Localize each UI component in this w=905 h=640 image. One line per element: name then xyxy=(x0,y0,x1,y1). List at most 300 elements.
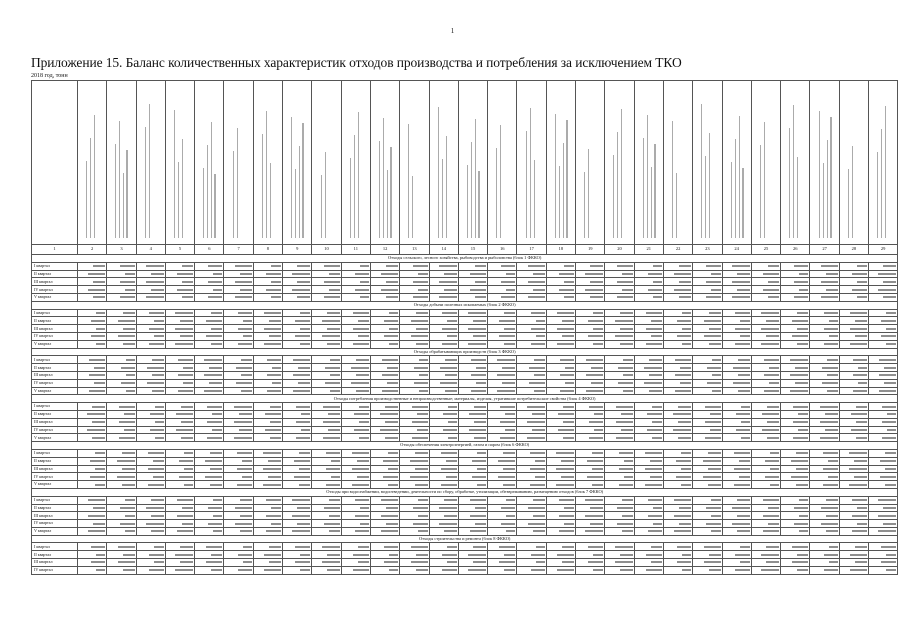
illegible-value-placeholder xyxy=(529,382,545,384)
illegible-value-placeholder xyxy=(472,476,486,478)
illegible-value-placeholder xyxy=(850,569,867,571)
illegible-value-placeholder xyxy=(296,406,310,408)
illegible-value-placeholder xyxy=(829,561,838,563)
illegible-value-placeholder xyxy=(617,507,633,509)
illegible-value-placeholder xyxy=(213,273,222,275)
illegible-value-placeholder xyxy=(95,484,105,486)
row-quarter-label: II квартал xyxy=(32,317,78,325)
illegible-value-placeholder xyxy=(533,515,545,517)
illegible-value-placeholder xyxy=(94,367,105,369)
illegible-value-placeholder xyxy=(679,507,691,509)
table-cell xyxy=(663,309,692,317)
illegible-value-placeholder xyxy=(506,530,515,532)
rotated-header-text-placeholder xyxy=(496,98,508,238)
illegible-value-placeholder xyxy=(292,499,310,501)
illegible-value-placeholder xyxy=(148,468,164,470)
illegible-value-placeholder xyxy=(645,484,662,486)
illegible-value-placeholder xyxy=(735,569,750,571)
illegible-value-placeholder xyxy=(410,476,428,478)
table-cell xyxy=(312,551,341,559)
table-cell xyxy=(107,371,136,379)
illegible-value-placeholder xyxy=(382,374,398,376)
table-row xyxy=(32,527,898,535)
illegible-value-placeholder xyxy=(324,507,340,509)
illegible-value-placeholder xyxy=(446,460,457,462)
illegible-value-placeholder xyxy=(327,343,340,345)
table-cell xyxy=(341,325,370,333)
table-cell xyxy=(107,512,136,520)
table-cell xyxy=(312,418,341,426)
illegible-value-placeholder xyxy=(242,460,252,462)
table-cell xyxy=(781,566,810,574)
row-quarter-label: V квартал xyxy=(32,481,78,489)
table-cell xyxy=(693,340,722,348)
table-cell xyxy=(722,504,751,512)
table-cell xyxy=(576,387,605,395)
table-cell xyxy=(341,457,370,465)
illegible-value-placeholder xyxy=(292,515,310,517)
illegible-value-placeholder xyxy=(87,429,105,431)
table-cell xyxy=(429,325,458,333)
illegible-value-placeholder xyxy=(442,328,457,330)
table-cell xyxy=(693,418,722,426)
table-cell xyxy=(429,410,458,418)
table-cell xyxy=(605,332,634,340)
column-header-3 xyxy=(107,81,136,245)
table-cell xyxy=(370,278,399,286)
table-cell xyxy=(283,278,312,286)
illegible-value-placeholder xyxy=(824,312,838,314)
illegible-value-placeholder xyxy=(855,546,867,548)
illegible-value-placeholder xyxy=(355,289,369,291)
table-cell xyxy=(517,418,546,426)
illegible-value-placeholder xyxy=(651,546,662,548)
illegible-value-placeholder xyxy=(416,312,428,314)
illegible-value-placeholder xyxy=(563,437,574,439)
table-cell xyxy=(341,527,370,535)
table-cell xyxy=(693,286,722,294)
illegible-value-placeholder xyxy=(824,554,838,556)
illegible-value-placeholder xyxy=(146,281,164,283)
column-number-cell: 8 xyxy=(253,245,282,255)
illegible-value-placeholder xyxy=(858,382,867,384)
illegible-value-placeholder xyxy=(352,468,369,470)
row-quarter-label: I квартал xyxy=(32,449,78,457)
illegible-value-placeholder xyxy=(299,452,310,454)
table-cell xyxy=(400,473,429,481)
illegible-value-placeholder xyxy=(653,507,662,509)
table-cell xyxy=(283,356,312,364)
table-cell xyxy=(722,426,751,434)
table-cell xyxy=(224,559,253,567)
table-cell xyxy=(488,332,517,340)
table-cell xyxy=(165,543,194,551)
table-cell xyxy=(576,434,605,442)
table-cell xyxy=(663,270,692,278)
table-row xyxy=(32,317,898,325)
table-cell xyxy=(341,559,370,567)
illegible-value-placeholder xyxy=(562,546,574,548)
illegible-value-placeholder xyxy=(798,413,808,415)
illegible-value-placeholder xyxy=(180,320,193,322)
illegible-value-placeholder xyxy=(624,460,633,462)
illegible-value-placeholder xyxy=(118,546,135,548)
table-cell xyxy=(136,520,165,528)
illegible-value-placeholder xyxy=(706,265,721,267)
illegible-value-placeholder xyxy=(820,421,838,423)
illegible-value-placeholder xyxy=(528,507,545,509)
section-header-row xyxy=(32,255,898,263)
table-cell xyxy=(341,512,370,520)
illegible-value-placeholder xyxy=(616,421,633,423)
illegible-value-placeholder xyxy=(356,374,369,376)
illegible-value-placeholder xyxy=(120,265,135,267)
table-cell xyxy=(165,457,194,465)
column-number-cell: 7 xyxy=(224,245,253,255)
illegible-value-placeholder xyxy=(737,499,750,501)
column-header-27 xyxy=(810,81,839,245)
illegible-value-placeholder xyxy=(761,343,779,345)
illegible-value-placeholder xyxy=(651,561,662,563)
illegible-value-placeholder xyxy=(622,515,633,517)
table-cell xyxy=(781,543,810,551)
table-cell xyxy=(634,410,663,418)
illegible-value-placeholder xyxy=(793,421,808,423)
illegible-value-placeholder xyxy=(790,359,808,361)
table-cell xyxy=(136,434,165,442)
table-cell xyxy=(224,520,253,528)
table-cell xyxy=(869,356,898,364)
illegible-value-placeholder xyxy=(471,374,486,376)
rotated-header-text-placeholder xyxy=(877,98,889,238)
illegible-value-placeholder xyxy=(855,561,867,563)
illegible-value-placeholder xyxy=(235,296,252,298)
table-cell xyxy=(312,465,341,473)
table-cell xyxy=(517,262,546,270)
table-cell xyxy=(517,270,546,278)
illegible-value-placeholder xyxy=(797,554,808,556)
table-cell xyxy=(283,364,312,372)
table-cell xyxy=(224,293,253,301)
illegible-value-placeholder xyxy=(828,476,838,478)
illegible-value-placeholder xyxy=(269,335,281,337)
table-cell xyxy=(458,410,487,418)
column-number-cell: 25 xyxy=(751,245,780,255)
illegible-value-placeholder xyxy=(146,265,164,267)
illegible-value-placeholder xyxy=(328,429,340,431)
table-cell xyxy=(341,364,370,372)
table-cell xyxy=(136,286,165,294)
table-cell xyxy=(458,332,487,340)
table-cell xyxy=(283,559,312,567)
table-cell xyxy=(576,286,605,294)
illegible-value-placeholder xyxy=(417,429,428,431)
table-cell xyxy=(429,293,458,301)
table-cell xyxy=(634,473,663,481)
illegible-value-placeholder xyxy=(88,499,105,501)
illegible-value-placeholder xyxy=(270,421,281,423)
illegible-value-placeholder xyxy=(884,382,896,384)
table-cell xyxy=(663,520,692,528)
illegible-value-placeholder xyxy=(740,335,750,337)
table-cell xyxy=(693,262,722,270)
table-cell xyxy=(751,551,780,559)
table-cell xyxy=(693,512,722,520)
illegible-value-placeholder xyxy=(322,546,340,548)
table-row xyxy=(32,371,898,379)
rotated-header-text-placeholder xyxy=(174,98,186,238)
table-cell xyxy=(722,340,751,348)
illegible-value-placeholder xyxy=(829,546,838,548)
table-cell xyxy=(400,286,429,294)
illegible-value-placeholder xyxy=(238,328,252,330)
table-cell xyxy=(693,410,722,418)
table-body xyxy=(32,255,898,575)
table-cell xyxy=(312,434,341,442)
illegible-value-placeholder xyxy=(827,359,838,361)
table-cell xyxy=(400,551,429,559)
illegible-value-placeholder xyxy=(712,390,721,392)
illegible-value-placeholder xyxy=(474,406,486,408)
illegible-value-placeholder xyxy=(155,437,164,439)
illegible-value-placeholder xyxy=(210,468,222,470)
illegible-value-placeholder xyxy=(559,499,574,501)
table-cell xyxy=(136,481,165,489)
illegible-value-placeholder xyxy=(617,265,633,267)
table-cell xyxy=(429,512,458,520)
illegible-value-placeholder xyxy=(853,359,867,361)
illegible-value-placeholder xyxy=(125,530,135,532)
table-cell xyxy=(78,340,107,348)
table-cell xyxy=(605,410,634,418)
table-cell xyxy=(839,293,868,301)
illegible-value-placeholder xyxy=(146,523,164,525)
table-cell xyxy=(283,371,312,379)
table-cell xyxy=(576,551,605,559)
illegible-value-placeholder xyxy=(380,413,398,415)
illegible-value-placeholder xyxy=(239,413,252,415)
illegible-value-placeholder xyxy=(530,452,545,454)
table-cell xyxy=(165,286,194,294)
illegible-value-placeholder xyxy=(682,569,691,571)
illegible-value-placeholder xyxy=(92,421,105,423)
table-cell xyxy=(517,512,546,520)
table-cell xyxy=(78,434,107,442)
table-cell xyxy=(458,473,487,481)
illegible-value-placeholder xyxy=(265,429,281,431)
table-cell xyxy=(429,270,458,278)
illegible-value-placeholder xyxy=(497,390,515,392)
illegible-value-placeholder xyxy=(527,421,545,423)
table-cell xyxy=(136,364,165,372)
illegible-value-placeholder xyxy=(269,561,281,563)
table-cell xyxy=(576,426,605,434)
illegible-value-placeholder xyxy=(416,554,428,556)
illegible-value-placeholder xyxy=(441,468,457,470)
illegible-value-placeholder xyxy=(794,523,808,525)
table-cell xyxy=(195,465,224,473)
illegible-value-placeholder xyxy=(531,328,545,330)
illegible-value-placeholder xyxy=(675,390,691,392)
illegible-value-placeholder xyxy=(857,523,867,525)
illegible-value-placeholder xyxy=(323,421,340,423)
illegible-value-placeholder xyxy=(620,312,633,314)
table-cell xyxy=(341,403,370,411)
table-cell xyxy=(283,410,312,418)
table-cell xyxy=(429,262,458,270)
table-cell xyxy=(781,325,810,333)
table-cell xyxy=(546,403,575,411)
illegible-value-placeholder xyxy=(352,452,369,454)
illegible-value-placeholder xyxy=(293,374,310,376)
illegible-value-placeholder xyxy=(796,484,808,486)
table-cell xyxy=(576,465,605,473)
table-cell xyxy=(107,410,136,418)
table-cell xyxy=(517,434,546,442)
illegible-value-placeholder xyxy=(505,413,515,415)
table-cell xyxy=(605,317,634,325)
illegible-value-placeholder xyxy=(851,413,867,415)
illegible-value-placeholder xyxy=(271,265,281,267)
table-cell xyxy=(78,473,107,481)
illegible-value-placeholder xyxy=(267,359,281,361)
illegible-value-placeholder xyxy=(562,561,574,563)
illegible-value-placeholder xyxy=(826,273,838,275)
illegible-value-placeholder xyxy=(564,265,574,267)
illegible-value-placeholder xyxy=(297,265,310,267)
table-cell xyxy=(400,356,429,364)
table-cell xyxy=(546,325,575,333)
illegible-value-placeholder xyxy=(476,367,486,369)
illegible-value-placeholder xyxy=(853,374,867,376)
illegible-value-placeholder xyxy=(209,382,222,384)
table-cell xyxy=(693,481,722,489)
table-cell xyxy=(488,356,517,364)
table-cell xyxy=(751,286,780,294)
illegible-value-placeholder xyxy=(735,312,750,314)
illegible-value-placeholder xyxy=(883,507,896,509)
table-cell xyxy=(693,496,722,504)
illegible-value-placeholder xyxy=(592,452,603,454)
section-header-row xyxy=(32,301,898,309)
illegible-value-placeholder xyxy=(653,281,662,283)
table-cell xyxy=(576,356,605,364)
table-cell xyxy=(663,286,692,294)
illegible-value-placeholder xyxy=(326,468,340,470)
illegible-value-placeholder xyxy=(413,296,428,298)
illegible-value-placeholder xyxy=(411,546,428,548)
illegible-value-placeholder xyxy=(534,359,545,361)
table-cell xyxy=(605,270,634,278)
table-cell xyxy=(312,481,341,489)
illegible-value-placeholder xyxy=(645,452,662,454)
table-cell xyxy=(283,379,312,387)
illegible-value-placeholder xyxy=(446,476,457,478)
illegible-value-placeholder xyxy=(852,499,867,501)
table-cell xyxy=(517,481,546,489)
table-cell xyxy=(400,410,429,418)
table-cell xyxy=(634,512,663,520)
illegible-value-placeholder xyxy=(175,554,193,556)
illegible-value-placeholder xyxy=(443,429,457,431)
illegible-value-placeholder xyxy=(237,484,252,486)
table-cell xyxy=(312,457,341,465)
table-cell xyxy=(78,332,107,340)
illegible-value-placeholder xyxy=(593,343,603,345)
illegible-value-placeholder xyxy=(238,312,252,314)
table-cell xyxy=(693,332,722,340)
table-cell xyxy=(810,551,839,559)
table-cell xyxy=(488,364,517,372)
illegible-value-placeholder xyxy=(646,312,662,314)
table-cell xyxy=(751,325,780,333)
illegible-value-placeholder xyxy=(329,530,340,532)
table-cell xyxy=(605,309,634,317)
table-cell xyxy=(253,520,282,528)
illegible-value-placeholder xyxy=(120,281,135,283)
table-cell xyxy=(605,403,634,411)
illegible-value-placeholder xyxy=(621,429,633,431)
table-cell xyxy=(253,278,282,286)
illegible-value-placeholder xyxy=(445,359,457,361)
illegible-value-placeholder xyxy=(823,468,838,470)
table-cell xyxy=(810,418,839,426)
table-cell xyxy=(488,325,517,333)
table-cell xyxy=(107,418,136,426)
illegible-value-placeholder xyxy=(709,328,721,330)
illegible-value-placeholder xyxy=(501,265,515,267)
table-cell xyxy=(546,410,575,418)
illegible-value-placeholder xyxy=(382,359,398,361)
table-cell xyxy=(781,309,810,317)
table-cell xyxy=(78,270,107,278)
table-cell xyxy=(165,527,194,535)
table-cell xyxy=(224,426,253,434)
illegible-value-placeholder xyxy=(264,343,281,345)
table-cell xyxy=(370,527,399,535)
illegible-value-placeholder xyxy=(445,374,457,376)
illegible-value-placeholder xyxy=(384,320,398,322)
illegible-value-placeholder xyxy=(585,530,603,532)
illegible-value-placeholder xyxy=(327,312,340,314)
table-row xyxy=(32,559,898,567)
table-cell xyxy=(869,270,898,278)
table-cell xyxy=(136,332,165,340)
illegible-value-placeholder xyxy=(389,312,398,314)
table-cell xyxy=(634,465,663,473)
table-row xyxy=(32,418,898,426)
table-cell xyxy=(195,551,224,559)
illegible-value-placeholder xyxy=(88,289,105,291)
illegible-value-placeholder xyxy=(680,367,691,369)
table-cell xyxy=(693,278,722,286)
table-cell xyxy=(605,457,634,465)
table-cell xyxy=(429,481,458,489)
table-cell xyxy=(839,520,868,528)
illegible-value-placeholder xyxy=(477,484,486,486)
table-cell xyxy=(634,566,663,574)
table-cell xyxy=(400,559,429,567)
table-cell xyxy=(839,559,868,567)
table-cell xyxy=(663,434,692,442)
table-cell xyxy=(195,340,224,348)
illegible-value-placeholder xyxy=(851,429,867,431)
illegible-value-placeholder xyxy=(416,328,428,330)
illegible-value-placeholder xyxy=(499,320,515,322)
table-cell xyxy=(722,371,751,379)
illegible-value-placeholder xyxy=(564,523,574,525)
table-cell xyxy=(253,551,282,559)
